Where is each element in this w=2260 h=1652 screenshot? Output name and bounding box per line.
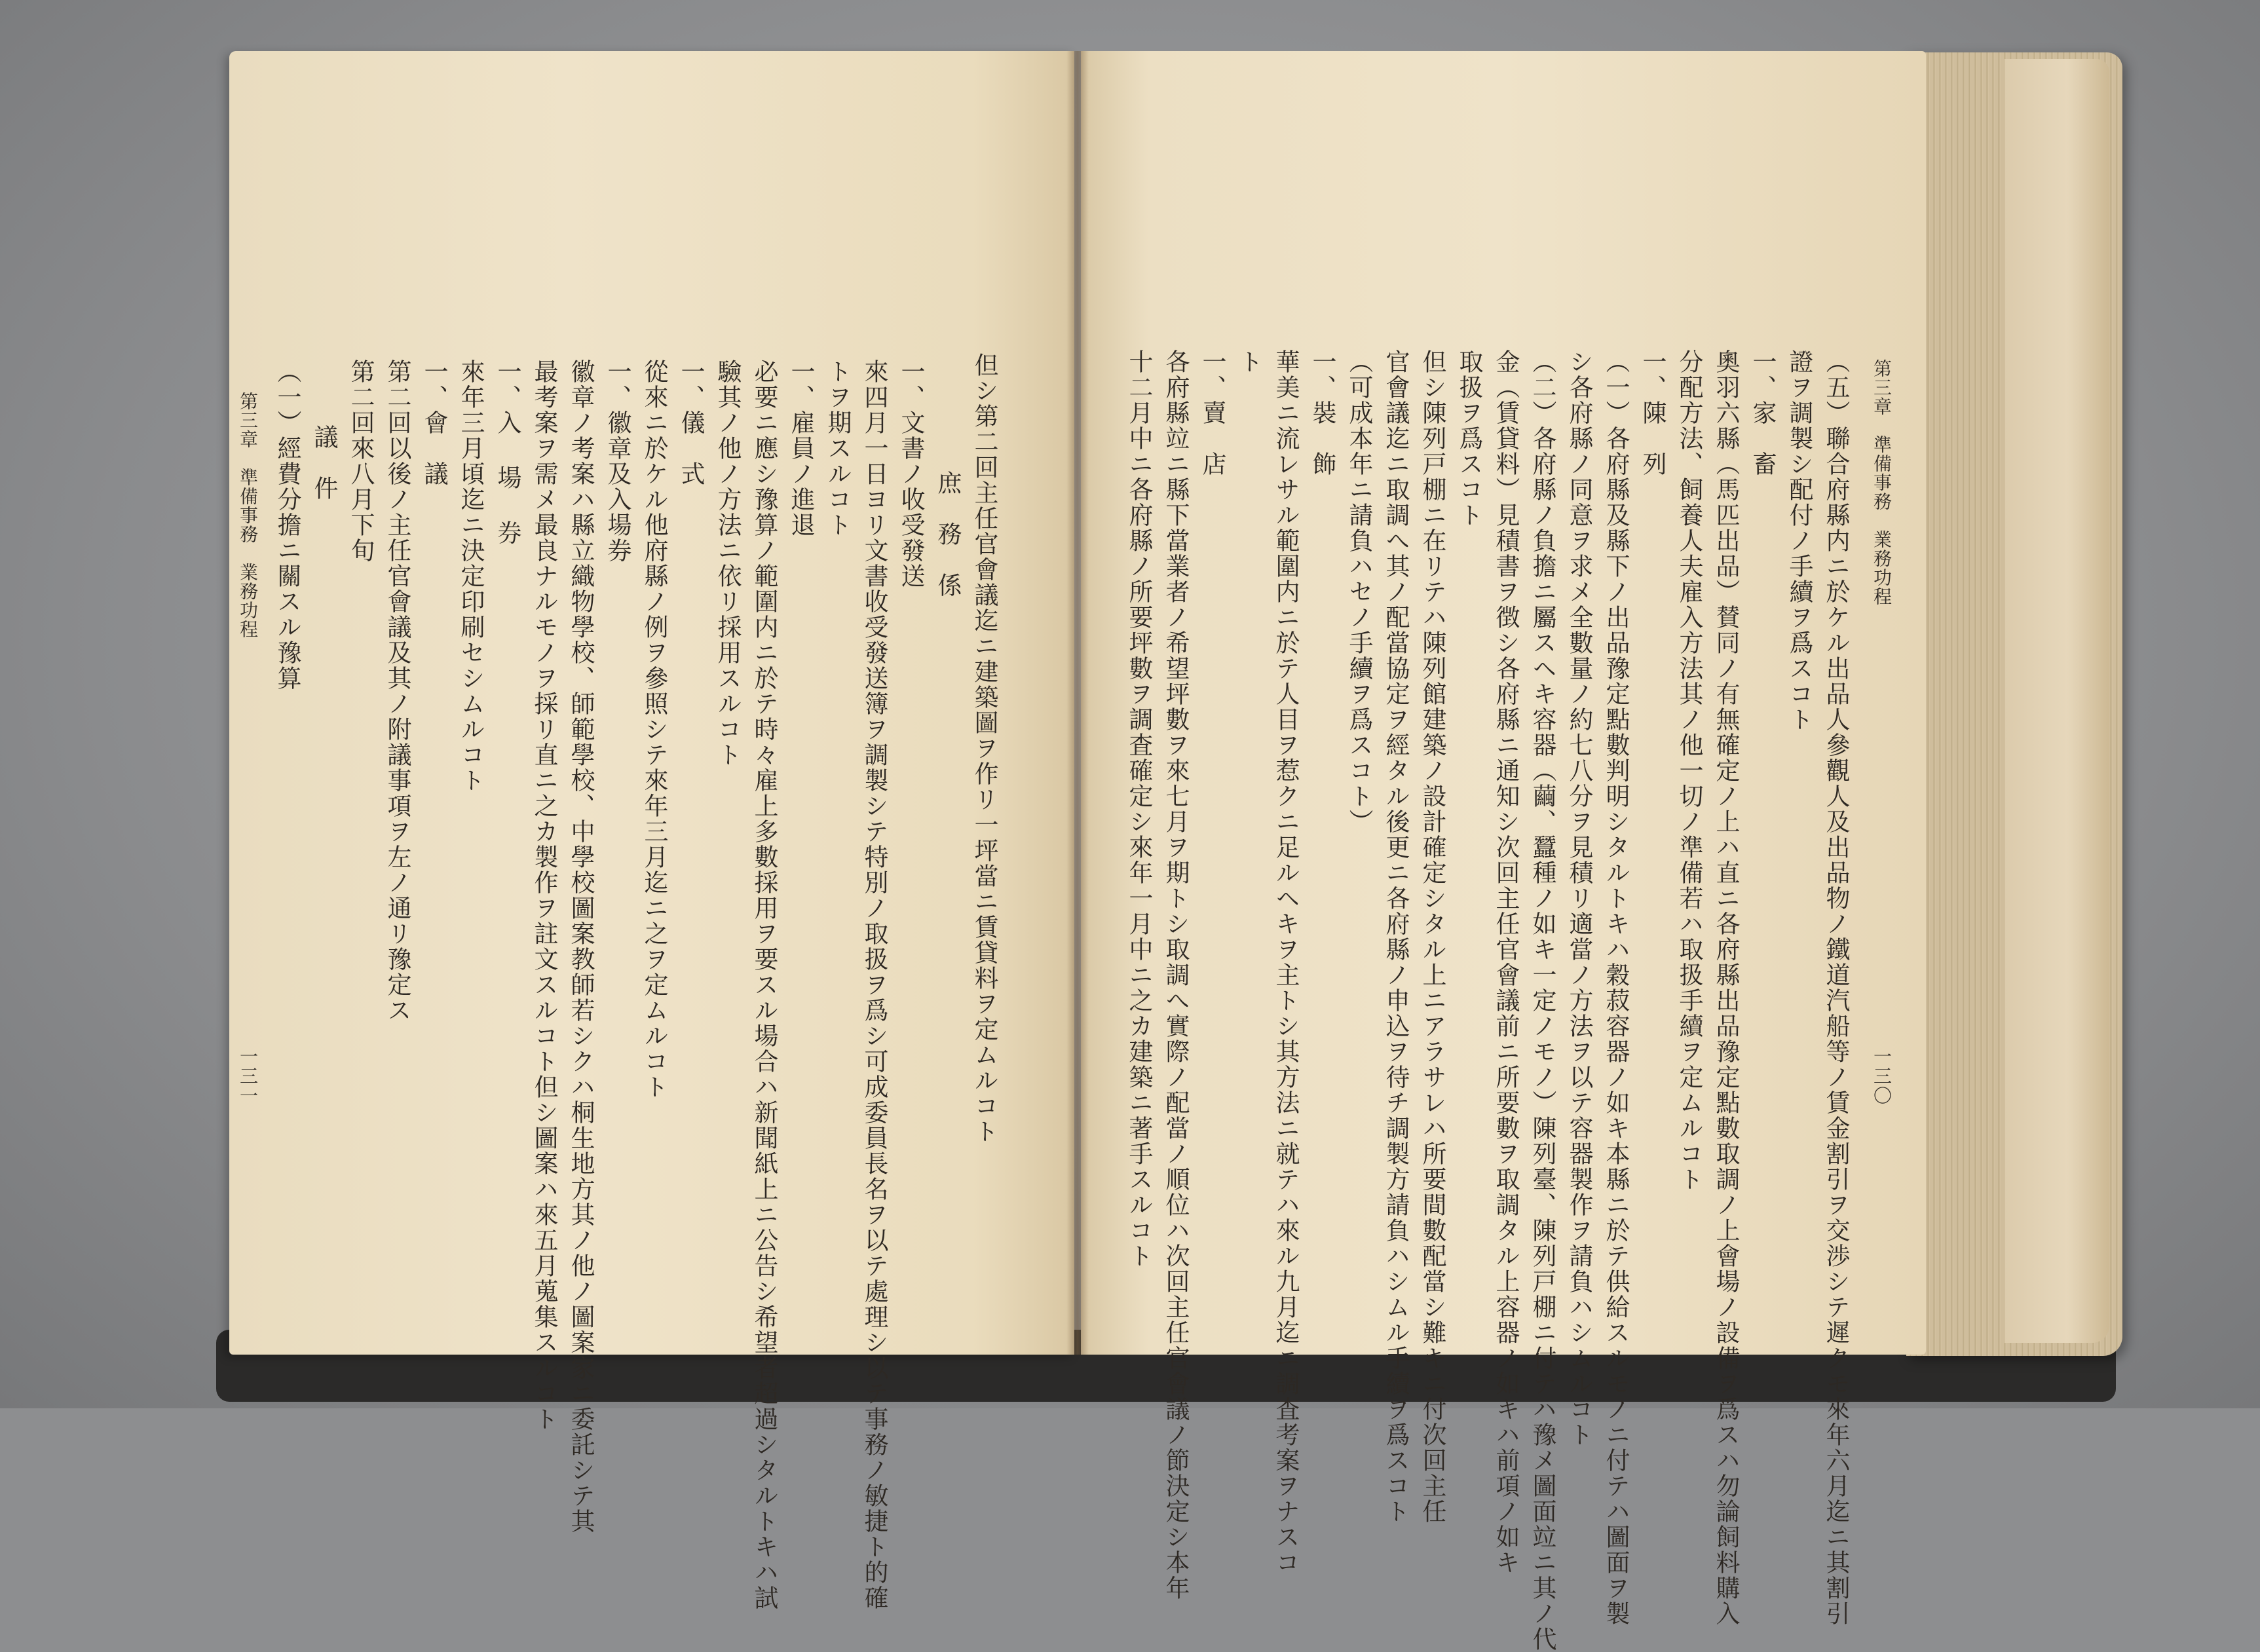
- text-column: 第二回來八月下旬: [347, 359, 375, 563]
- right-page: [1081, 51, 1926, 1652]
- text-column: 十二月中ニ各府縣ノ所要坪數ヲ調査確定シ來年一月中ニ之カ建築ニ著手スルコト: [1125, 349, 1153, 1269]
- text-column: 必要ニ應シ豫算ノ範圍内ニ於テ時々雇上多數採用ヲ要スル場合ハ新聞紙上ニ公告シ希望者超過シタルトキハ試: [750, 359, 778, 1611]
- text-column: 證ヲ調製シ配付ノ手續ヲ爲スコト: [1785, 349, 1813, 732]
- page-number: 一三一: [237, 1047, 259, 1106]
- text-column: （可成本年ニ請負ハセノ手續ヲ爲スコト）: [1345, 349, 1373, 835]
- text-column: 一、雇員ノ進退: [787, 359, 815, 538]
- text-column: 來年三月頃迄ニ決定印刷セシムルコト: [457, 359, 485, 793]
- text-column: 各府縣竝ニ縣下當業者ノ希望坪數ヲ來七月ヲ期トシ取調へ實際ノ配當ノ順位ハ次回主任官會議ノ節決定シ本年: [1161, 349, 1190, 1601]
- text-column: （五）聯合府縣内ニ於ケル出品人參觀人及出品物ノ鐵道汽船等ノ賃金割引ヲ交渉シテ遲クモ來年六月迄ニ其割引: [1822, 349, 1850, 1626]
- text-column: 一、入 場 券: [493, 359, 521, 546]
- book-gutter: [1066, 51, 1089, 1355]
- running-head: 第三章 準備事務 業務功程: [237, 392, 259, 639]
- text-column: （二）各府縣ノ負擔ニ屬スヘキ容器（繭、蠶種ノ如キ一定ノモノ）陳列臺、陳列戸棚ニ付テハ豫メ圖面竝ニ其ノ代: [1528, 349, 1556, 1652]
- text-column: 官會議迄ニ取調へ其ノ配當協定ヲ經タル後更ニ各府縣ノ申込ヲ待チ調製方請負ハシムル手續ヲ爲スコト: [1382, 349, 1410, 1524]
- text-column: 最考案ヲ需メ最良ナルモノヲ採リ直ニ之カ製作ヲ註文スルコト但シ圖案ハ來五月蒐集スルコト: [530, 359, 558, 1432]
- text-column: 一、儀 式: [677, 359, 705, 487]
- text-column: シ各府縣ノ同意ヲ求メ全數量ノ約七八分ヲ見積リ適當ノ方法ヲ以テ容器製作ヲ請負ハシムルコト: [1565, 349, 1593, 1448]
- text-column: （一）各府縣及縣下ノ出品豫定點數判明シタルトキハ穀菽容器ノ如キ本縣ニ於テ供給スルモノニ付テハ圖面ヲ製: [1602, 349, 1630, 1626]
- text-column: 取扱ヲ爲スコト: [1455, 349, 1483, 528]
- text-column: トヲ期スルコト: [823, 359, 852, 538]
- text-column: 華美ニ流レサル範圍内ニ於テ人目ヲ惹クニ足ルヘキヲ主トシ其方法ニ就テハ來ル九月迄ニ調査考案ヲナスコ: [1271, 349, 1300, 1575]
- text-column: 一、裝 飾: [1308, 349, 1336, 477]
- text-column: （一）經費分擔ニ關スル豫算: [273, 359, 301, 691]
- text-column: 但シ陳列戸棚ニ在リテハ陳列館建築ノ設計確定シタル上ニアラサレハ所要間數配當シ難キニ付次回主任: [1418, 349, 1446, 1524]
- running-head: 第三章 準備事務 業務功程: [1871, 359, 1893, 606]
- text-column: 一、家 畜: [1748, 349, 1777, 477]
- text-column: 第二回以後ノ主任官會議及其ノ附議事項ヲ左ノ通リ豫定ス: [383, 359, 411, 1023]
- text-column: 但シ第二回主任官會議迄ニ建築圖ヲ作リ一坪當ニ賃貸料ヲ定ムルコト: [970, 352, 998, 1144]
- text-column: 來四月一日ヨリ文書收受發送簿ヲ調製シテ特別ノ取扱ヲ爲シ可成委員長名ヲ以テ處理シ以テ事務ノ敏捷ト的確: [860, 359, 888, 1611]
- left-page: [229, 51, 1074, 1611]
- text-column: 一、會 議: [420, 359, 448, 487]
- text-column: 一、賣 店: [1198, 349, 1226, 477]
- text-column: ト: [1235, 349, 1263, 375]
- text-column: 一、徽章及入場券: [603, 359, 631, 563]
- text-column: 驗其ノ他ノ方法ニ依リ採用スルコト: [713, 359, 742, 768]
- text-column: 分配方法、飼養人夫雇入方法其ノ他一切ノ準備若ハ取扱手續ヲ定ムルコト: [1675, 349, 1703, 1192]
- text-column: 議 件: [310, 424, 338, 501]
- text-column: 一、文書ノ收受發送: [897, 359, 925, 589]
- text-column: 金（賃貸料）見積書ヲ徴シ各府縣ニ通知シ次回主任官會議前ニ所要數ヲ取調タル上容器ノ如キハ前項ノ如キ: [1492, 349, 1520, 1575]
- text-column: 一、陳 列: [1638, 349, 1667, 477]
- text-column: 奧羽六縣（馬匹出品）賛同ノ有無確定ノ上ハ直ニ各府縣出品豫定點數取調ノ上會場ノ設備ヲ爲スハ勿論飼料購入: [1712, 349, 1740, 1626]
- text-column: 徽章ノ考案ハ縣立織物學校、師範學校、中學校圖案教師若シクハ桐生地方其ノ他ノ圖案家ニ委託シテ其: [567, 359, 595, 1534]
- section-heading: 庶 務 係: [933, 470, 962, 598]
- text-column: 從來ニ於ケル他府縣ノ例ヲ參照シテ來年三月迄ニ之ヲ定ムルコト: [640, 359, 668, 1100]
- page-number: 一三〇: [1871, 1047, 1893, 1106]
- page-stack-edge: [2005, 59, 2109, 1343]
